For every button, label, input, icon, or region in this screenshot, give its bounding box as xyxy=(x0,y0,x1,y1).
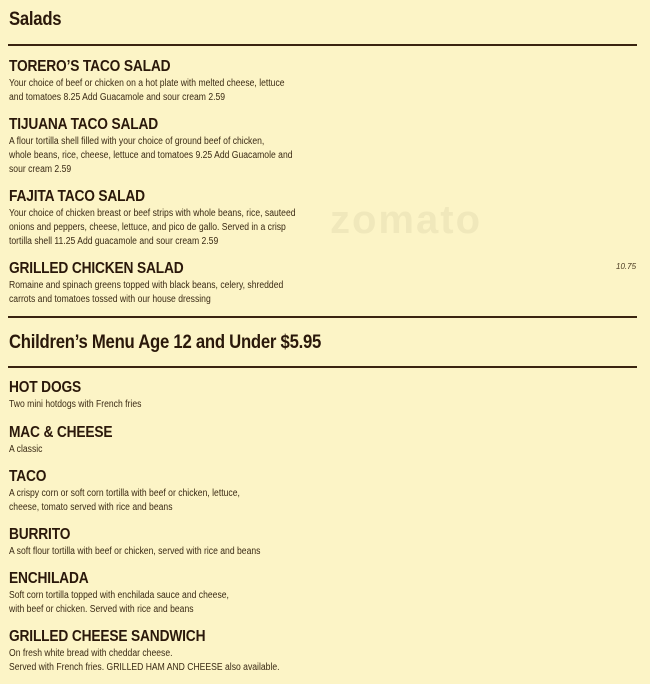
item-description: Soft corn tortilla topped with enchilada sauce and cheese, with beef or chicken. Served with rice and beans xyxy=(9,590,229,615)
item-name: TACO xyxy=(9,468,47,485)
menu-item xyxy=(9,259,609,307)
item-name: ENCHILADA xyxy=(9,570,89,587)
item-description: On fresh white bread with cheddar cheese. Served with French fries. GRILLED HAM AND CHEESE also available. xyxy=(9,648,280,673)
item-description: Romaine and spinach greens topped with black beans, celery, shredded carrots and tomatoes tossed with our house dressing xyxy=(9,280,284,305)
menu-item xyxy=(9,627,609,675)
item-description: A soft flour tortilla with beef or chicken, served with rice and beans xyxy=(9,546,261,557)
watermark: zomato xyxy=(330,198,482,242)
section-divider xyxy=(8,366,637,368)
item-name: GRILLED CHEESE SANDWICH xyxy=(9,628,206,645)
menu-item xyxy=(9,115,609,177)
item-description: Your choice of beef or chicken on a hot plate with melted cheese, lettuce and tomatoes 8.25 Add Guacamole and sour cream 2.59 xyxy=(9,78,285,103)
menu-item xyxy=(9,525,609,559)
item-name: FAJITA TACO SALAD xyxy=(9,188,145,205)
item-name: BURRITO xyxy=(9,526,71,543)
section-title-childrens-menu: Children’s Menu Age 12 and Under $5.95 xyxy=(9,332,322,353)
item-description: A flour tortilla shell filled with your choice of ground beef of chicken, whole beans, rice, cheese, lettuce and tomatoes 9.25 Add Guacamole and sour cream 2.59 xyxy=(9,136,293,175)
item-description: Two mini hotdogs with French fries xyxy=(9,399,142,410)
item-name: MAC & CHEESE xyxy=(9,424,113,441)
menu-item xyxy=(9,57,609,105)
menu-item xyxy=(9,569,609,617)
menu-item xyxy=(9,378,609,412)
section-title-salads: Salads xyxy=(9,9,62,30)
menu-item xyxy=(9,423,609,457)
item-name: TORERO’S TACO SALAD xyxy=(9,58,171,75)
item-name: HOT DOGS xyxy=(9,379,82,396)
item-name: TIJUANA TACO SALAD xyxy=(9,116,159,133)
menu-item xyxy=(9,187,609,249)
menu-item xyxy=(9,467,609,515)
item-description: A classic xyxy=(9,444,43,455)
section-divider xyxy=(8,316,637,318)
item-price: 10.75 xyxy=(616,262,637,271)
item-name: GRILLED CHICKEN SALAD xyxy=(9,260,184,277)
item-description: Your choice of chicken breast or beef strips with whole beans, rice, sauteed onions and peppers, cheese, lettuce, and pico de gallo. Served in a crisp tortilla shell 11.25 Add guacamole and sour cream 2.59 xyxy=(9,208,296,247)
item-description: A crispy corn or soft corn tortilla with beef or chicken, lettuce, cheese, tomato served with rice and beans xyxy=(9,488,240,513)
section-divider xyxy=(8,44,637,46)
